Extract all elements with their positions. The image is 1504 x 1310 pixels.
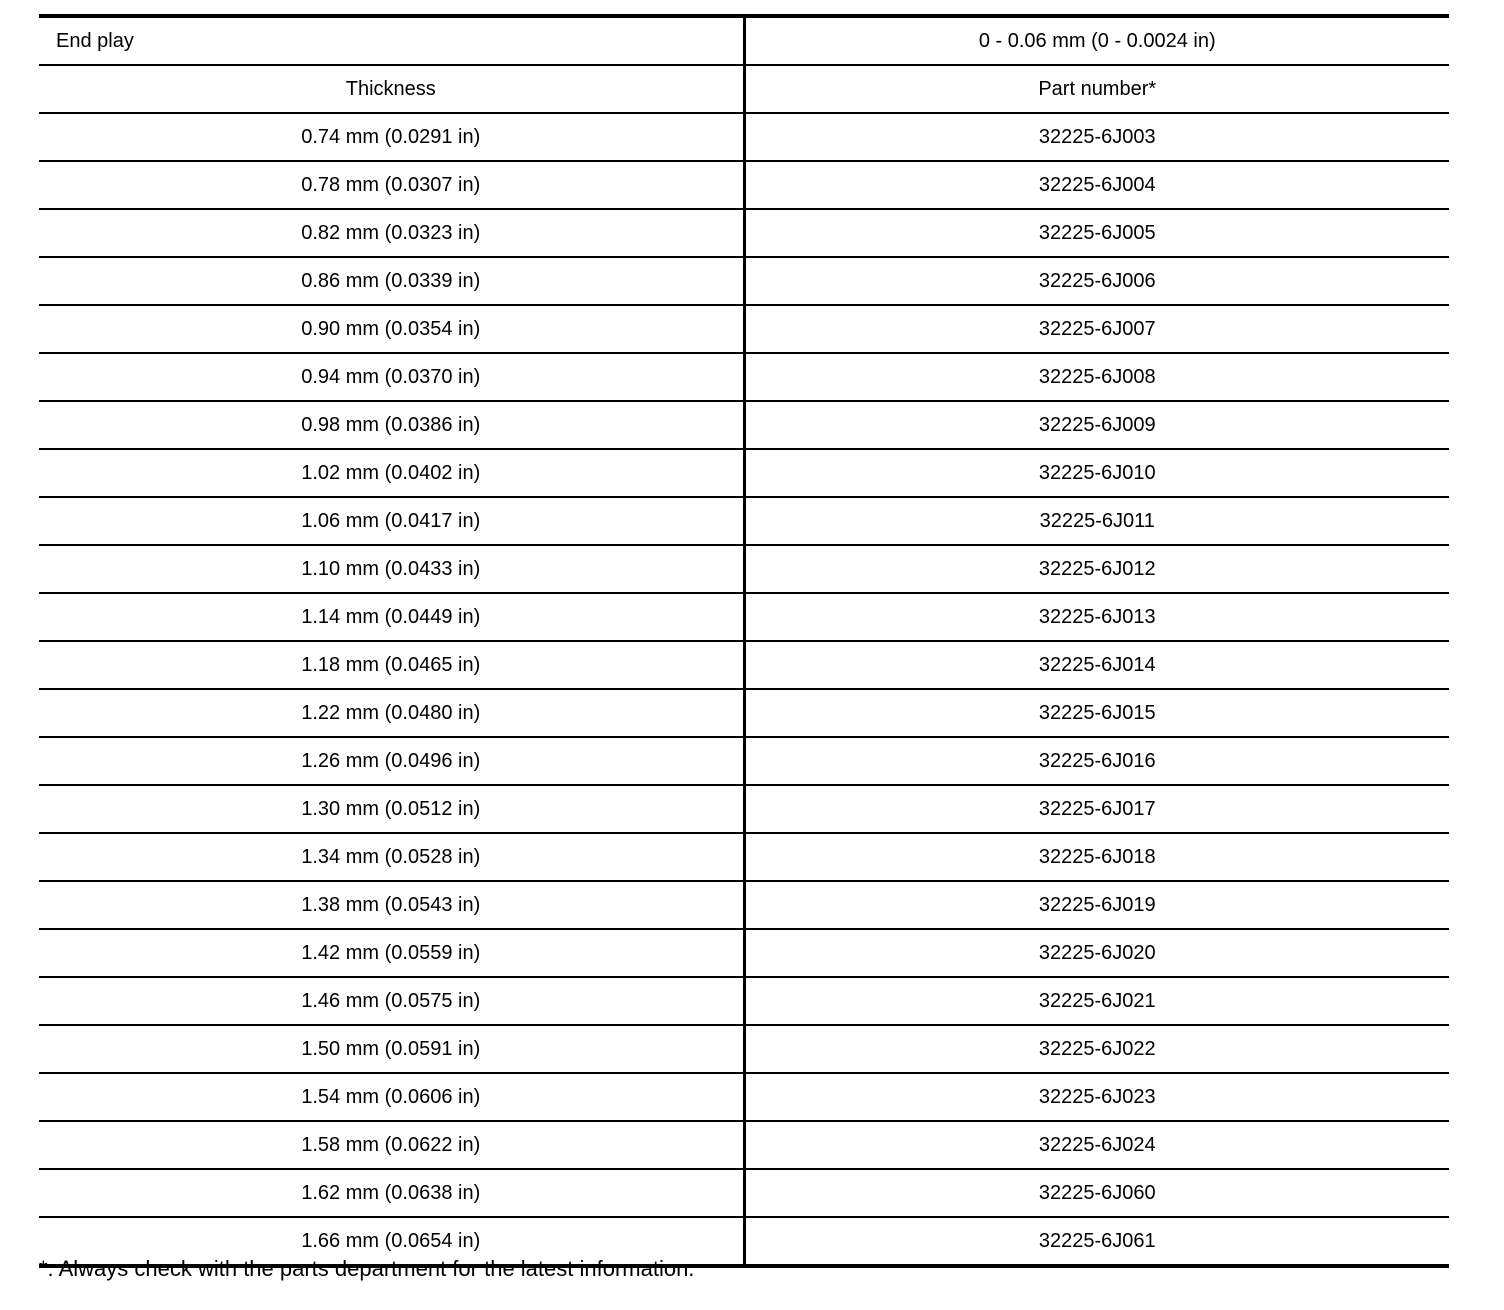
thickness-cell: 1.10 mm (0.0433 in) [39,545,744,593]
part-number-cell: 32225-6J061 [744,1217,1449,1266]
table-row [39,833,1449,881]
table-row [39,881,1449,929]
part-number-cell: 32225-6J004 [744,161,1449,209]
thickness-cell: 1.06 mm (0.0417 in) [39,497,744,545]
part-number-cell: 32225-6J011 [744,497,1449,545]
part-number-cell: 32225-6J007 [744,305,1449,353]
end-play-value: 0 - 0.06 mm (0 - 0.0024 in) [744,16,1449,65]
table-row [39,929,1449,977]
part-number-cell: 32225-6J017 [744,785,1449,833]
table-row [39,449,1449,497]
part-number-cell: 32225-6J024 [744,1121,1449,1169]
part-number-column-header: Part number* [744,65,1449,113]
table-row [39,977,1449,1025]
part-number-cell: 32225-6J010 [744,449,1449,497]
thickness-cell: 1.02 mm (0.0402 in) [39,449,744,497]
part-number-cell: 32225-6J013 [744,593,1449,641]
end-play-row [39,16,1449,65]
part-number-cell: 32225-6J016 [744,737,1449,785]
thickness-cell: 1.22 mm (0.0480 in) [39,689,744,737]
thickness-cell: 1.62 mm (0.0638 in) [39,1169,744,1217]
thickness-cell: 0.86 mm (0.0339 in) [39,257,744,305]
spec-table [39,14,1449,1268]
part-number-cell: 32225-6J015 [744,689,1449,737]
thickness-cell: 1.54 mm (0.0606 in) [39,1073,744,1121]
thickness-cell: 0.78 mm (0.0307 in) [39,161,744,209]
thickness-cell: 1.30 mm (0.0512 in) [39,785,744,833]
table-row [39,1169,1449,1217]
column-header-row [39,65,1449,113]
part-number-cell: 32225-6J014 [744,641,1449,689]
table-row [39,497,1449,545]
table-row [39,593,1449,641]
table-row [39,1121,1449,1169]
footnote: *: Always check with the parts department for the latest information. [39,1256,695,1281]
part-number-cell: 32225-6J021 [744,977,1449,1025]
table-row [39,641,1449,689]
part-number-cell: 32225-6J018 [744,833,1449,881]
table-row [39,785,1449,833]
table-row [39,689,1449,737]
part-number-cell: 32225-6J006 [744,257,1449,305]
table-row [39,545,1449,593]
table-row [39,305,1449,353]
part-number-cell: 32225-6J003 [744,113,1449,161]
thickness-cell: 0.74 mm (0.0291 in) [39,113,744,161]
part-number-cell: 32225-6J008 [744,353,1449,401]
thickness-cell: 1.26 mm (0.0496 in) [39,737,744,785]
table-row [39,1025,1449,1073]
thickness-cell: 1.58 mm (0.0622 in) [39,1121,744,1169]
table-row [39,161,1449,209]
thickness-cell: 1.14 mm (0.0449 in) [39,593,744,641]
thickness-cell: 1.18 mm (0.0465 in) [39,641,744,689]
thickness-cell: 0.90 mm (0.0354 in) [39,305,744,353]
part-number-cell: 32225-6J019 [744,881,1449,929]
thickness-cell: 1.50 mm (0.0591 in) [39,1025,744,1073]
table-row [39,353,1449,401]
part-number-cell: 32225-6J020 [744,929,1449,977]
thickness-cell: 0.82 mm (0.0323 in) [39,209,744,257]
table-row [39,113,1449,161]
table-row [39,209,1449,257]
table-row [39,1073,1449,1121]
part-number-cell: 32225-6J005 [744,209,1449,257]
end-play-label: End play [39,16,744,65]
thickness-cell: 1.38 mm (0.0543 in) [39,881,744,929]
thickness-cell: 0.98 mm (0.0386 in) [39,401,744,449]
part-number-cell: 32225-6J060 [744,1169,1449,1217]
table-row [39,737,1449,785]
thickness-column-header: Thickness [39,65,744,113]
part-number-cell: 32225-6J012 [744,545,1449,593]
thickness-cell: 0.94 mm (0.0370 in) [39,353,744,401]
table-body [39,16,1449,1266]
table-row [39,401,1449,449]
thickness-cell: 1.42 mm (0.0559 in) [39,929,744,977]
part-number-cell: 32225-6J022 [744,1025,1449,1073]
thickness-cell: 1.66 mm (0.0654 in) [39,1217,744,1266]
thickness-cell: 1.46 mm (0.0575 in) [39,977,744,1025]
table-row [39,257,1449,305]
thickness-cell: 1.34 mm (0.0528 in) [39,833,744,881]
part-number-cell: 32225-6J023 [744,1073,1449,1121]
part-number-cell: 32225-6J009 [744,401,1449,449]
